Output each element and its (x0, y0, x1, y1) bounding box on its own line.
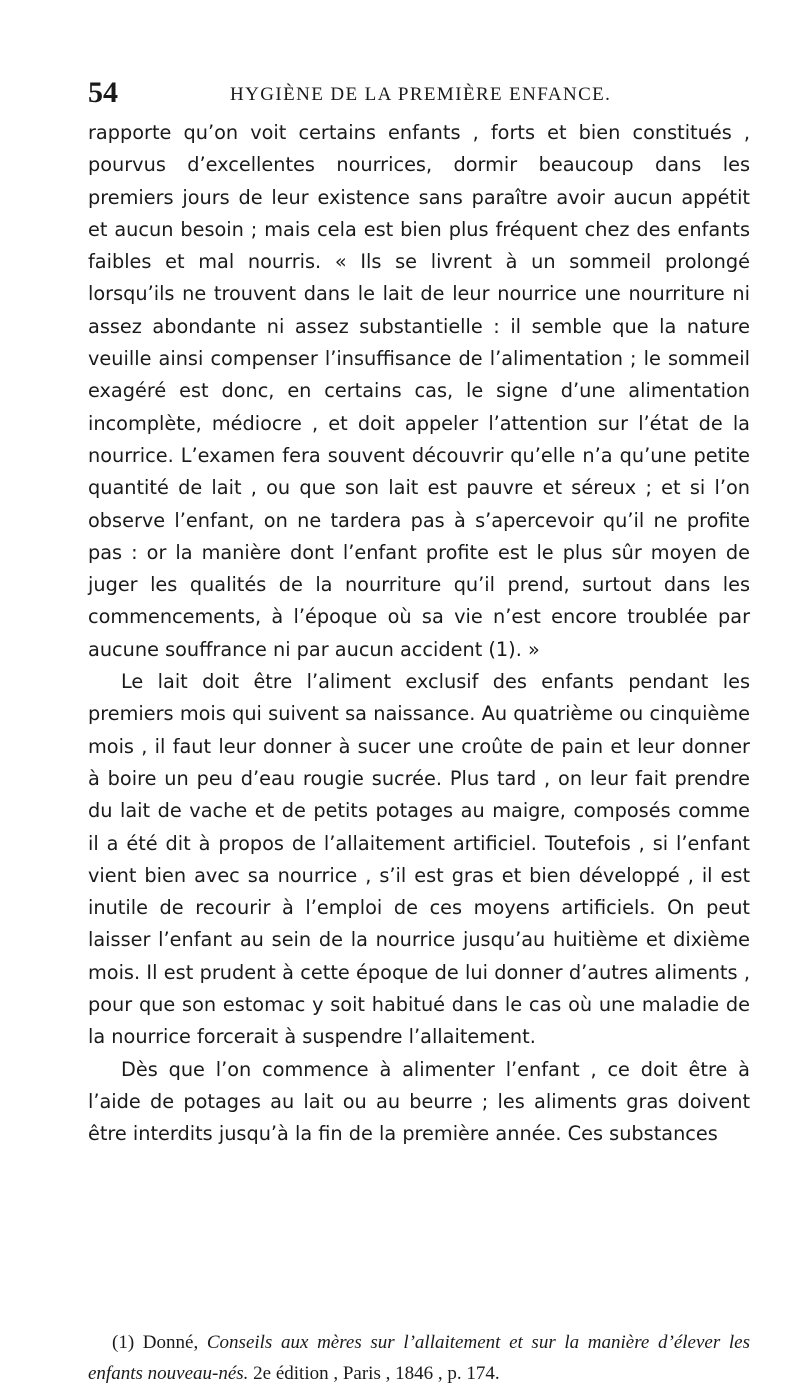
body-text (88, 117, 750, 1151)
paragraph-milk-diet: Le lait doit être l’aliment exclusif des enfants pendant les premiers mois qui suivent sa naissance. Au quatrième ou cinquième mois , il faut leur donner à sucer une croûte de pain et leur donner à boire un peu d’eau rougie sucrée. Plus tard , on leur fait prendre du lait de vache et de petits potages au maigre, composés comme il a été dit à propos de l’allaitement artificiel. Toutefois , si l’enfant vient bien avec sa nourrice , s’il est gras et bien développé , il est inutile de recourir à l’emploi de ces moyens artificiels. On peut laisser l’enfant au sein de la nourrice jusqu’au huitième et dixième mois. Il est prudent à cette époque de lui donner d’autres aliments , pour que son estomac y soit habitué dans le cas où une maladie de la nourrice forcerait à suspendre l’allaitement. (88, 670, 750, 1049)
footnote-details: 2e édition , Paris , 1846 , p. 174. (248, 1363, 500, 1384)
page-number: 54 (88, 76, 118, 109)
footnote (88, 1327, 750, 1389)
running-title: HYGIÈNE DE LA PREMIÈRE ENFANCE. (230, 84, 612, 105)
paragraph-continued: rapporte qu’on voit certains enfants , forts et bien constitués , pourvus d’excellentes nourrices, dormir beaucoup dans les premiers jours de leur existence sans paraître avoir aucun appétit et aucun besoin ; mais cela est bien plus fréquent chez des enfants faibles et mal nourris. « Ils se livrent à un sommeil prolongé lorsqu’ils ne trouvent dans le lait de leur nourrice une nourriture ni assez abondante ni assez substantielle : il semble que la nature veuille ainsi compenser l’insuffisance de l’alimentation ; le sommeil exagéré est donc, en certains cas, le signe d’une alimentation incomplète, médiocre , et doit appeler l’attention sur l’état de la nourrice. L’examen fera souvent découvrir qu’elle n’a qu’une petite quantité de lait , ou que son lait est pauvre et séreux ; et si l’on observe l’enfant, on ne tardera pas à s’apercevoir qu’il ne profite pas : or la manière dont l’enfant profite est le plus sûr moyen de juger les qualités de la nourriture qu’il prend, surtout dans les commencements, à l’époque où sa vie n’est encore troublée par aucune souffrance ni par aucun accident (1). » (88, 121, 750, 661)
footnote-marker: (1) (112, 1332, 135, 1353)
footnote-title: Conseils aux mères sur l’allaitement et sur la manière d’élever les enfants nouveau-nés. (88, 1332, 751, 1384)
footnote-author: Donné, (134, 1332, 207, 1353)
paragraph-feeding-start: Dès que l’on commence à alimenter l’enfant , ce doit être à l’aide de potages au lait ou au beurre ; les aliments gras doivent être interdits jusqu’à la fin de la première année. Ces substances (88, 1057, 750, 1146)
page-header (88, 76, 748, 110)
